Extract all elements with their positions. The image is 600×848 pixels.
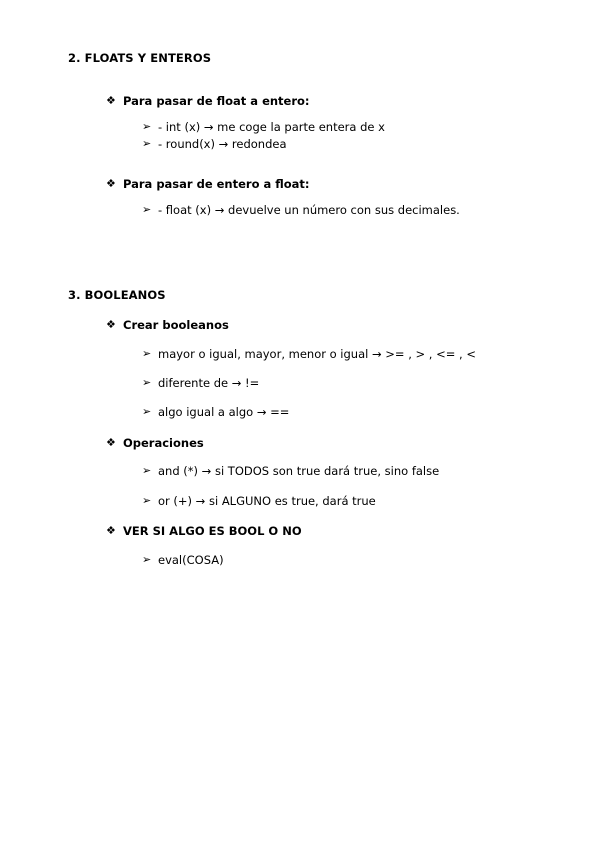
subheading-crear-booleanos: Crear booleanos — [123, 318, 229, 332]
section-2-title: 2. FLOATS Y ENTEROS — [68, 51, 212, 65]
arrow-bullet-icon: ➢ — [142, 137, 152, 150]
list-item: - round(x) → redondea — [158, 137, 287, 151]
diamond-bullet-icon: ❖ — [106, 177, 116, 190]
arrow-bullet-icon: ➢ — [142, 553, 152, 566]
subheading-operaciones: Operaciones — [123, 436, 204, 450]
diamond-bullet-icon: ❖ — [106, 436, 116, 449]
list-item: - float (x) → devuelve un número con sus decimales. — [158, 203, 460, 217]
subheading-ver-si-bool: VER SI ALGO ES BOOL O NO — [123, 524, 302, 538]
list-item: algo igual a algo → == — [158, 405, 290, 419]
section-3-title: 3. BOOLEANOS — [68, 288, 166, 302]
list-item: mayor o igual, mayor, menor o igual → >= , > , <= , < — [158, 347, 476, 361]
list-item: and (*) → si TODOS son true dará true, sino false — [158, 464, 440, 478]
arrow-bullet-icon: ➢ — [142, 494, 152, 507]
arrow-bullet-icon: ➢ — [142, 405, 152, 418]
diamond-bullet-icon: ❖ — [106, 94, 116, 107]
arrow-bullet-icon: ➢ — [142, 203, 152, 216]
subheading-int-to-float: Para pasar de entero a float: — [123, 177, 310, 191]
arrow-bullet-icon: ➢ — [142, 376, 152, 389]
subheading-float-to-int: Para pasar de float a entero: — [123, 94, 310, 108]
arrow-bullet-icon: ➢ — [142, 120, 152, 133]
arrow-bullet-icon: ➢ — [142, 347, 152, 360]
diamond-bullet-icon: ❖ — [106, 318, 116, 331]
list-item: or (+) → si ALGUNO es true, dará true — [158, 494, 376, 508]
diamond-bullet-icon: ❖ — [106, 524, 116, 537]
list-item: diferente de → != — [158, 376, 260, 390]
list-item: eval(COSA) — [158, 553, 224, 567]
arrow-bullet-icon: ➢ — [142, 464, 152, 477]
list-item: - int (x) → me coge la parte entera de x — [158, 120, 385, 134]
